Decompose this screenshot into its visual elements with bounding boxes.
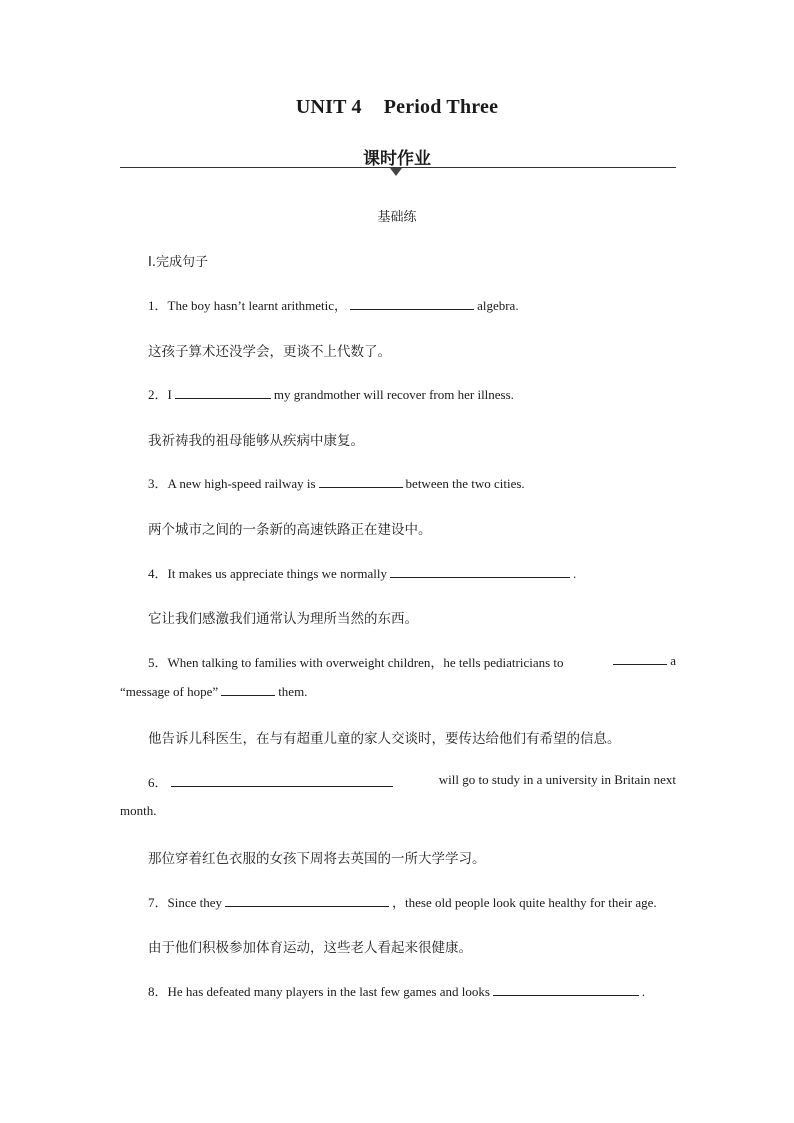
question-number: 6． [148,775,168,790]
question-number: 7． [148,895,168,910]
question-2: 2．I my grandmother will recover from her illness. [148,387,514,402]
question-5: 5．When talking to families with overweight children，he tells pediatricians to a [148,653,676,670]
question-5-translation: 他告诉儿科医生，在与有超重儿童的家人交谈时，要传达给他们有希望的信息。 [148,731,621,747]
question-2-translation: 我祈祷我的祖母能够从疾病中康复。 [148,433,364,449]
question-3: 3．A new high-speed railway is between the two cities. [148,476,525,491]
question-1-translation: 这孩子算术还没学会，更谈不上代数了。 [148,344,391,360]
question-5-continued: “message of hope” them. [120,684,308,699]
question-4-translation: 它让我们感激我们通常认为理所当然的东西。 [148,611,418,627]
answer-blank[interactable] [225,894,389,907]
page-title [0,96,794,119]
answer-blank[interactable] [350,297,474,310]
answer-blank[interactable] [319,475,403,488]
answer-blank[interactable] [613,652,667,665]
title-unit: UNIT 4 [295,96,362,118]
question-1: 1．The boy hasn’t learnt arithmetic， algebra. [148,298,519,313]
question-number: 1． [148,298,168,313]
question-number: 5． [148,655,168,670]
question-6: 6． will go to study in a university in Britain next [148,772,676,790]
question-4: 4．It makes us appreciate things we normally . [148,566,577,581]
question-8: 8．He has defeated many players in the last few games and looks . [148,984,646,999]
question-number: 4． [148,566,168,581]
question-3-translation: 两个城市之间的一条新的高速铁路正在建设中。 [148,522,432,538]
answer-blank[interactable] [221,683,275,696]
question-7: 7．Since they ，these old people look quite healthy for their age. [148,895,657,910]
question-6-continued: month. [120,803,157,818]
answer-blank[interactable] [390,565,570,578]
question-number: 8． [148,984,168,999]
answer-blank[interactable] [171,774,393,787]
answer-blank[interactable] [493,983,639,996]
question-6-translation: 那位穿着红色衣服的女孩下周将去英国的一所大学学习。 [148,851,486,867]
answer-blank[interactable] [175,386,271,399]
question-number: 2． [148,387,168,402]
question-number: 3． [148,476,168,491]
part-heading: Ⅰ.完成句子 [148,255,208,270]
question-7-translation: 由于他们积极参加体育运动，这些老人看起来很健康。 [148,940,472,956]
triangle-down-icon [390,168,402,176]
title-period: Period Three [383,96,499,118]
section-label: 基础练 [377,210,417,225]
page-subtitle: 课时作业 [363,149,431,169]
